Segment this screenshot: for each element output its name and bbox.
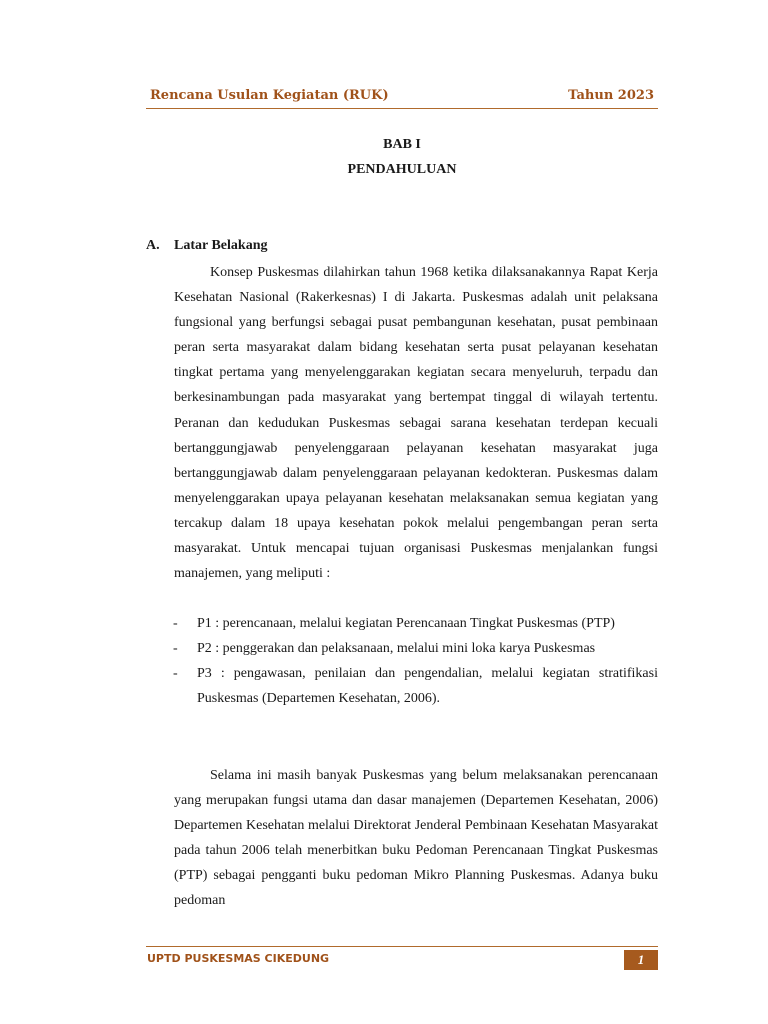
paragraph-2 xyxy=(174,763,658,914)
list-bullet: - xyxy=(173,641,178,657)
list-item-text: P1 : perencanaan, melalui kegiatan Perencanaan Tingkat Puskesmas (PTP) xyxy=(197,616,615,631)
paragraph-1-text: Konsep Puskesmas dilahirkan tahun 1968 ketika dilaksanakannya Rapat Kerja Kesehatan Nasional (Rakerkesnas) I di Jakarta. Puskesmas adalah unit pelaksana fungsional yang berfungsi sebagai pusat pembangunan kesehatan, pusat pembinaan peran serta masyarakat dalam bidang kesehatan serta pusat pelayanan kesehatan tingkat pertama yang menyelenggarakan kegiatan secara menyeluruh, terpadu dan berkesinambungan pada masyarakat yang bertempat tinggal di wilayah tertentu. Peranan dan kedudukan Puskesmas sebagai sarana kesehatan terdepan kecuali bertanggungjawab penyelenggaraan pelayanan kesehatan masyarakat juga bertanggungjawab dalam penyelenggaraan pelayanan kedokteran. Puskesmas dalam menyelenggarakan upaya pelayanan kesehatan melaksanakan semua kegiatan yang tercakup dalam 18 upaya kesehatan pokok melalui pengembangan peran serta masyarakat. Untuk mencapai tujuan organisasi Puskesmas menjalankan fungsi manajemen, yang meliputi : xyxy=(174,265,658,582)
page-header xyxy=(146,86,658,109)
paragraph-2-text: Selama ini masih banyak Puskesmas yang belum melaksanakan perencanaan yang merupakan fungsi utama dan dasar manajemen (Departemen Kesehatan, 2006) Departemen Kesehatan melalui Direktorat Jenderal Pembinaan Kesehatan Masyarakat pada tahun 2006 telah menerbitkan buku Pedoman Perencanaan Tingkat Puskesmas (PTP) sebagai pengganti buku pedoman Mikro Planning Puskesmas. Adanya buku pedoman xyxy=(174,768,658,909)
list-item xyxy=(146,636,658,661)
paragraph-1 xyxy=(174,260,658,586)
list-item-text: P3 : pengawasan, penilaian dan pengendalian, melalui kegiatan stratifikasi Puskesmas (Departemen Kesehatan, 2006). xyxy=(197,666,658,707)
management-functions-list xyxy=(146,611,658,711)
header-document-title: Rencana Usulan Kegiatan (RUK) xyxy=(150,88,389,103)
footer-organization: UPTD PUSKESMAS CIKEDUNG xyxy=(147,952,330,965)
list-bullet: - xyxy=(173,616,178,631)
section-title: Latar Belakang xyxy=(174,238,268,253)
page-footer xyxy=(146,946,658,969)
chapter-title: PENDAHULUAN xyxy=(347,162,457,177)
list-bullet: - xyxy=(173,666,178,682)
section-heading xyxy=(146,238,267,254)
list-item-text: P2 : penggerakan dan pelaksanaan, melalui mini loka karya Puskesmas xyxy=(197,641,596,657)
list-item xyxy=(146,661,658,711)
section-letter: A. xyxy=(146,238,160,253)
header-year: Tahun 2023 xyxy=(568,88,654,103)
page-number: 1 xyxy=(624,950,658,970)
list-item xyxy=(146,611,658,636)
chapter-number: BAB I xyxy=(383,137,421,152)
